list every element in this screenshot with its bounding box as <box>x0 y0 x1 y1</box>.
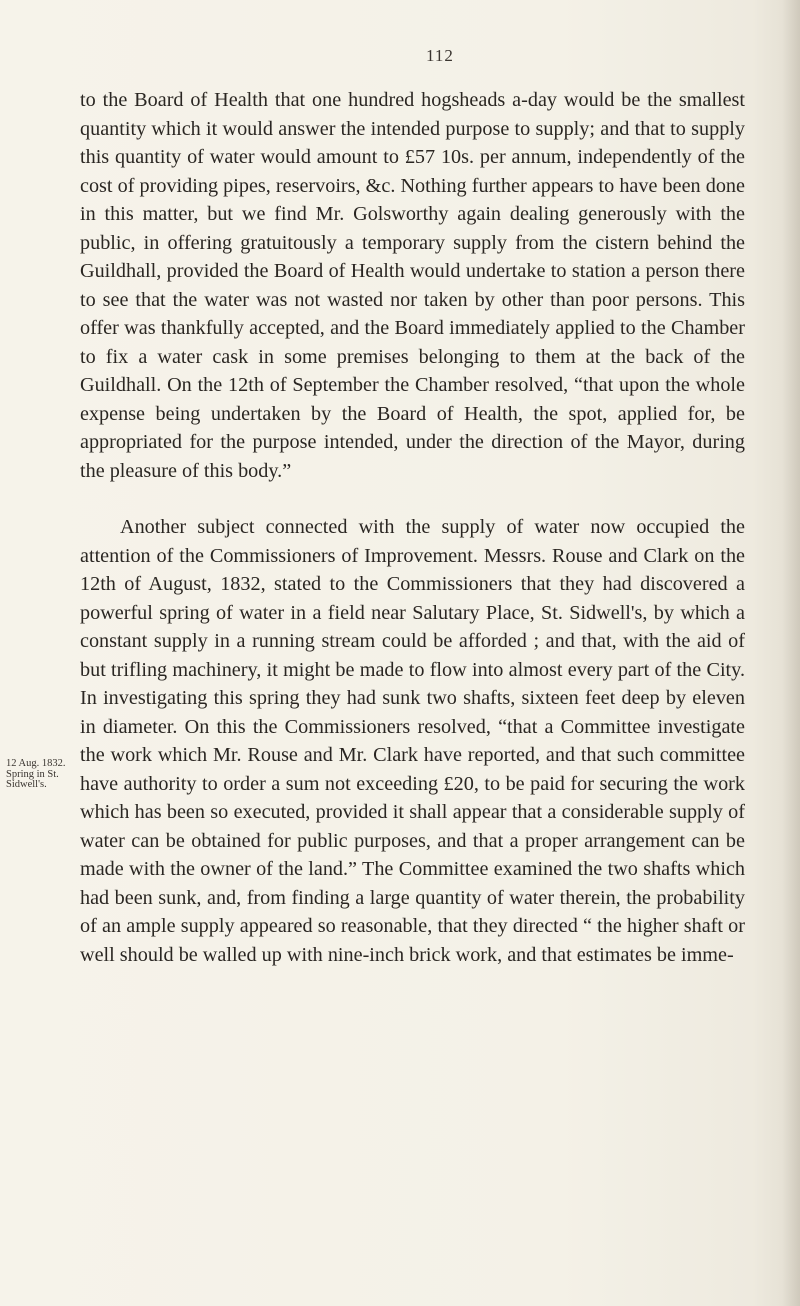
margin-note <box>6 759 86 791</box>
paragraph-2: Another subject connected with the supply of water now occupied the attention of the Commissioners of Improvement. Messrs. Rouse and Clark on the 12th of August, 1832, stated to the Commissioners that they had discovered a powerful spring of water in a field near Salutary Place, St. Sidwell's, by which a constant supply in a running stream could be afforded ; and that, with the aid of but trifling machinery, it might be made to flow into almost every part of the City. In investigating this spring they had sunk two shafts, sixteen feet deep by eleven in diameter. On this the Commissioners resolved, “that a Committee investigate the work which Mr. Rouse and Mr. Clark have reported, and that such committee have authority to order a sum not exceeding £20, to be paid for securing the work which has been so executed, provided it shall appear that a considerable supply of water can be obtained for public purposes, and that a proper arrangement can be made with the owner of the land.” The Committee examined the two shafts which had been sunk, and, from finding a large quantity of water therein, the probability of an ample supply appeared so reasonable, that they directed “ the higher shaft or well should be walled up with nine-inch brick work, and that estimates be imme- <box>80 516 745 966</box>
margin-note-line-3: Sidwell's. <box>6 779 47 790</box>
margin-note-date: 12 Aug. 1832. <box>6 758 66 769</box>
page-number: 112 <box>426 46 454 65</box>
paragraph-1: to the Board of Health that one hundred hogsheads a-day would be the smallest quantity which it would answer the intended purpose to supply; and that to supply this quantity of water would amount to £57 10s. per annum, independently of the cost of providing pipes, reservoirs, &c. Nothing further appears to have been done in this matter, but we find Mr. Golsworthy again dealing generously with the public, in offering gratuitously a temporary supply from the cistern behind the Guildhall, provided the Board of Health would undertake to station a person there to see that the water was not wasted nor taken by other than poor persons. This offer was thankfully accepted, and the Board immediately applied to the Chamber to fix a water cask in some premises belonging to them at the back of the Guildhall. On the 12th of September the Chamber resolved, “that upon the whole expense being undertaken by the Board of Health, the spot, applied for, be appropriated for the purpose intended, under the direction of the Mayor, during the pleasure of this body.” <box>80 89 745 482</box>
margin-note-line-2: Spring in St. <box>6 768 59 780</box>
body-text <box>80 86 745 969</box>
page-edge-shadow <box>782 0 800 1306</box>
